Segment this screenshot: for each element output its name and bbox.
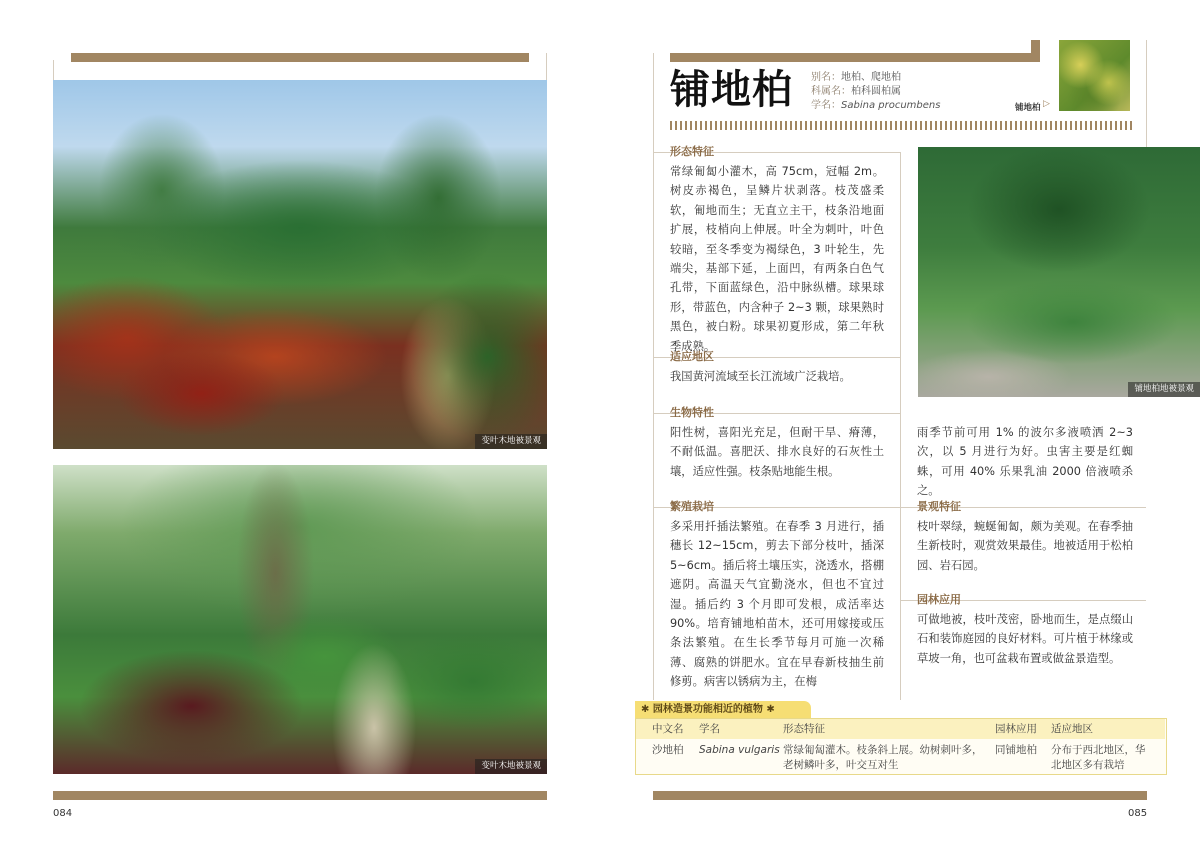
thumbnail-label: 铺地柏 [1015,103,1041,113]
latin-value: Sabina procumbens [841,100,941,111]
alias-label: 别名： [811,72,841,83]
biology-title: 生物特性 [670,406,714,419]
similar-plants-tag: ✱ 园林造景功能相近的植物 ✱ [635,701,811,718]
left-page-right-border [546,53,547,80]
page-number-right: 085 [1128,808,1148,819]
photo-caption: 铺地柏地被景观 [1128,382,1200,397]
triangle-arrow-icon: ▷ [1043,99,1050,109]
table-cell-cn-name: 沙地柏 [652,744,684,756]
morphology-title: 形态特征 [670,145,714,158]
application-text: 可做地被，枝叶茂密，卧地而生，是点缀山石和装饰庭园的良好材料。可片植于林缘或草坡一角，也可盆栽布置或做盆景造型。 [917,613,1133,665]
column-divider-mid [900,152,901,700]
propagation-text-continued: 雨季节前可用 1% 的波尔多液喷洒 2~3 次，以 5 月进行为好。虫害主要是红蜘蛛，可用 40% 乐果乳油 2000 倍液喷杀之。 [917,426,1133,498]
table-cell-application: 同铺地柏 [995,744,1037,756]
propagation-text: 多采用扦插法繁殖。在春季 3 月进行，插穗长 12~15cm，剪去下部分枝叶，插深 5~6cm。插后将土壤压实，浇透水，搭棚遮阴。高温天气宜勤浇水，但也不宜过湿。插后约 3 个月即可发根，成活率达 90%。培育铺地柏苗木，还可用嫁接或压条法繁殖。在生长季节每月可施一次稀薄、腐熟的饼肥水。宜在早春新枝抽生前修剪。病害以锈病为主，在梅 [670,520,884,689]
table-header-latin: 学名 [699,723,720,735]
propagation-title: 繁殖栽培 [670,500,714,513]
bottom-left-bar [53,791,547,800]
region-title: 适应地区 [670,350,714,363]
croton-groundcover-photo-top [53,80,547,449]
top-left-bar [71,53,529,62]
right-page-right-border [1146,40,1147,147]
top-right-bar [670,53,1040,62]
top-right-bar-hook [1031,40,1040,62]
juniper-groundcover-photo [918,147,1200,397]
table-cell-morphology: 常绿匍匐灌木。枝条斜上展。幼树刺叶多，老树鳞叶多，叶交互对生 [783,744,983,771]
page-number-left: 084 [53,808,73,819]
left-page-left-border [53,60,54,80]
photo-caption: 变叶木地被景观 [475,759,547,774]
species-title: 铺地柏 [670,67,793,113]
table-header-cn-name: 中文名 [652,723,684,735]
landscape-title: 景观特征 [917,500,961,513]
table-cell-region: 分布于西北地区，华北地区多有栽培 [1051,744,1146,771]
region-text: 我国黄河流域至长江流域广泛栽培。 [670,370,851,383]
biology-text: 阳性树，喜阳光充足，但耐干旱、瘠薄，不耐低温。喜肥沃、排水良好的石灰性土壤，适应性强。枝条贴地能生根。 [670,426,884,478]
photo-caption: 变叶木地被景观 [475,434,547,449]
bottom-right-bar [653,791,1147,800]
alias-line [811,71,901,85]
croton-groundcover-photo-bottom [53,465,547,774]
table-cell-latin: Sabina vulgaris [699,744,780,756]
table-header-morphology: 形态特征 [783,723,825,735]
column-divider-left [653,145,654,700]
latin-label: 学名： [811,100,841,111]
family-value: 柏科圆柏属 [851,86,901,97]
table-header-application: 园林应用 [995,723,1037,735]
landscape-text: 枝叶翠绿，蜿蜒匍匐，颇为美观。在春季抽生新枝时，观赏效果最佳。地被适用于松柏园、岩石园。 [917,520,1133,572]
juniper-thumbnail-photo [1059,40,1130,111]
morphology-text: 常绿匍匐小灌木，高 75cm，冠幅 2m。树皮赤褐色，呈鳞片状剥落。枝茂盛柔软，匍地而生；无直立主干，枝条沿地面扩展，枝梢向上伸展。叶全为刺叶，叶色较暗，至冬季变为褐绿色，3 叶轮生，先端尖，基部下延，上面凹，有两条白色气孔带，下面蓝绿色，沿中脉纵槽。球果球形，带蓝色，内含种子 2~3 颗，球果熟时黑色，被白粉。球果初夏形成，第二年秋季成熟。 [670,165,884,353]
family-line [811,85,901,99]
dotted-divider [670,121,1135,130]
alias-value: 地柏、爬地柏 [841,72,901,83]
table-header-region: 适应地区 [1051,723,1093,735]
family-label: 科属名： [811,86,851,97]
latin-line [811,99,940,113]
application-title: 园林应用 [917,593,961,606]
